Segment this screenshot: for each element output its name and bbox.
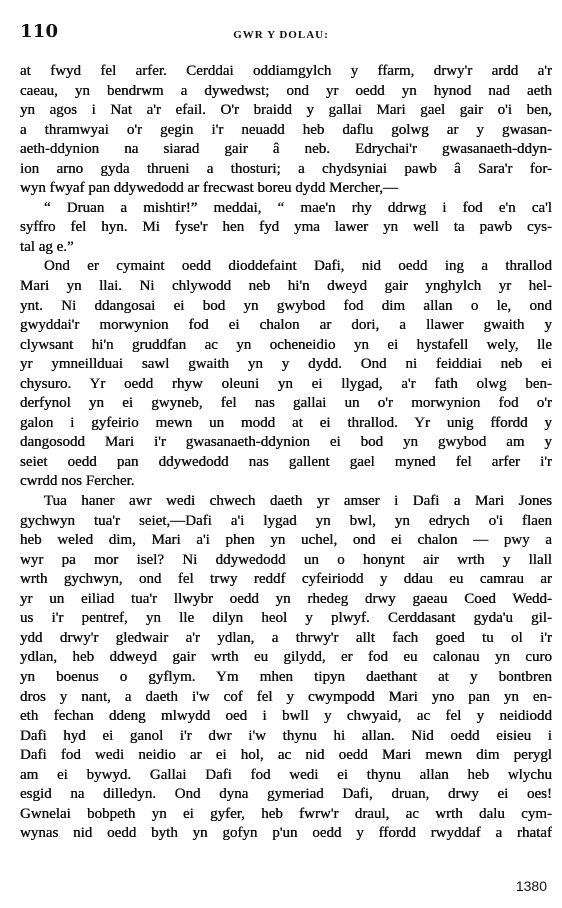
text-line: syffro fel hyn. Mi fyse'r hen fyd yma lawer yn well ta pawb cys- [20,219,552,236]
text-line: yr un eiliad tua'r llwybr oedd yn rhedeg drwy gaeau Coed Wedd- [20,590,552,607]
text-line: ydlan, heb ddweyd gair wrth eu gilydd, er fod eu calonau yn curo [20,649,552,666]
text-line: cwrdd nos Fercher. [20,473,135,490]
text-line: dros y nant, a daeth i'w cof fel y cwympodd Mari yno pan yn en- [20,688,552,705]
text-line: ydd drwy'r gledwair a'r ydlan, a thrwy'r allt fach goed tu ol i'r [20,629,552,646]
text-line: at fwyd fel arfer. Cerddai oddiamgylch y ffarm, drwy'r ardd a'r [20,63,552,79]
text-line: us i'r pentref, yn lle dilyn heol y plwyf. Cerddasant gyda'u gil- [20,610,552,627]
text-line: am ei bywyd. Gallai Dafi fod wedi ei thynu allan heb wlychu [20,766,552,783]
text-line: Tua haner awr wedi chwech daeth yr amser i Dafi a Mari Jones [44,493,552,510]
text-line: gwyddai'r morwynion fod ei chalon ar dori, a llawer gwaith y [20,317,552,334]
text-line: eth fechan ddeng mlwydd oed i bwll y chwyaid, ac fel y neidiodd [20,708,552,725]
text-line: caeau, yn bendrwm a dywedwst; ond yr oedd yn hynod nad aeth [20,82,552,99]
text-line: esgid na dilledyn. Ond dyna gymeriad Dafi, druan, drwy ei oes! [20,786,552,803]
text-line: ion arno gyda thrueni a thosturi; a chydsyniai pawb â Sara'r for- [20,160,552,177]
text-line: Dafi fod wedi neidio ar ei hol, ac nid oedd Mari mewn dim perygl [20,747,552,764]
text-line: Ond er cymaint oedd dioddefaint Dafi, nid oedd ing a thrallod [44,258,552,275]
text-line: chysuro. Yr oedd rhyw oleuni yn ei llygad, a'r fath olwg ben- [20,375,552,392]
text-line: wyn fwyaf pan ddywedodd ar frecwast boreu dydd Mercher,— [20,180,399,197]
text-line: wyr pa mor isel? Ni ddywedodd un o honynt air wrth y llall [20,551,552,568]
text-line: aeth-ddynion na siarad gair â neb. Edrychai'r gwasanaeth-ddyn- [20,141,552,158]
text-line: dangosodd Mari i'r gwasanaeth-ddynion ei bod yn gwybod am y [20,434,552,451]
page-body [20,62,552,844]
text-line: derfynol yn ei gwyneb, fel nas gallai un o'r morwynion fod o'r [20,395,552,412]
text-line: yn agos i Nat a'r efail. O'r braidd y gallai Mari gael gair o'i ben, [20,102,552,119]
text-line: yn boenus o gyflym. Ym mhen tipyn daethant at y bontbren [20,668,552,685]
running-head: GWR Y DOLAU: [233,29,329,41]
text-line: Gwnelai bobpeth yn ei gyfer, heb fwrw'r draul, ac wrth dalu cym- [20,805,552,822]
text-line: gychwyn tua'r seiet,—Dafi a'i lygad yn bwl, yn edrych o'i flaen [20,512,552,529]
text-line: yr ymneillduai sawl gwaith yn y dydd. Ond ni feiddiai neb ei [20,356,552,373]
text-line: tal ag e.” [20,238,74,255]
text-line: a thramwyai o'r gegin i'r neuadd heb daflu golwg ar y gwasan- [20,121,552,138]
text-line: galon i gyfeirio mewn un modd at ei thrallod. Yr unig ffordd y [20,414,552,431]
text-line: seiet oedd pan ddywedodd nas gallent gael myned fel arfer i'r [20,453,552,470]
text-line: ynt. Ni ddangosai ei bod yn gwybod fod dim allan o le, ond [20,297,552,314]
text-line: clywsant hi'n gruddfan ac yn ocheneidio yn ei hystafell wely, lle [20,336,552,353]
text-line: “ Druan a mishtir!” meddai, “ mae'n rhy ddrwg i fod e'n ca'l [44,199,552,216]
text-line: Dafi hyd ei ganol i'r dwr i'w thynu hi allan. Nid oedd eisieu i [20,727,552,744]
text-line: wynas nid oedd byth yn gofyn p'un oedd y ffordd rwyddaf a rhataf [20,825,552,842]
text-line: heb weled dim, Mari a'i phen yn uchel, ond ei chalon — pwy a [20,532,552,549]
page-number: 110 [20,21,59,42]
catalog-number: 1380 [515,878,547,894]
text-line: Mari yn llai. Ni chlywodd neb hi'n dweyd gair ynghylch yr hel- [20,278,552,295]
text-line: wrth gychwyn, ond fel trwy reddf cyfeiriodd y ddau eu camrau ar [20,571,552,588]
